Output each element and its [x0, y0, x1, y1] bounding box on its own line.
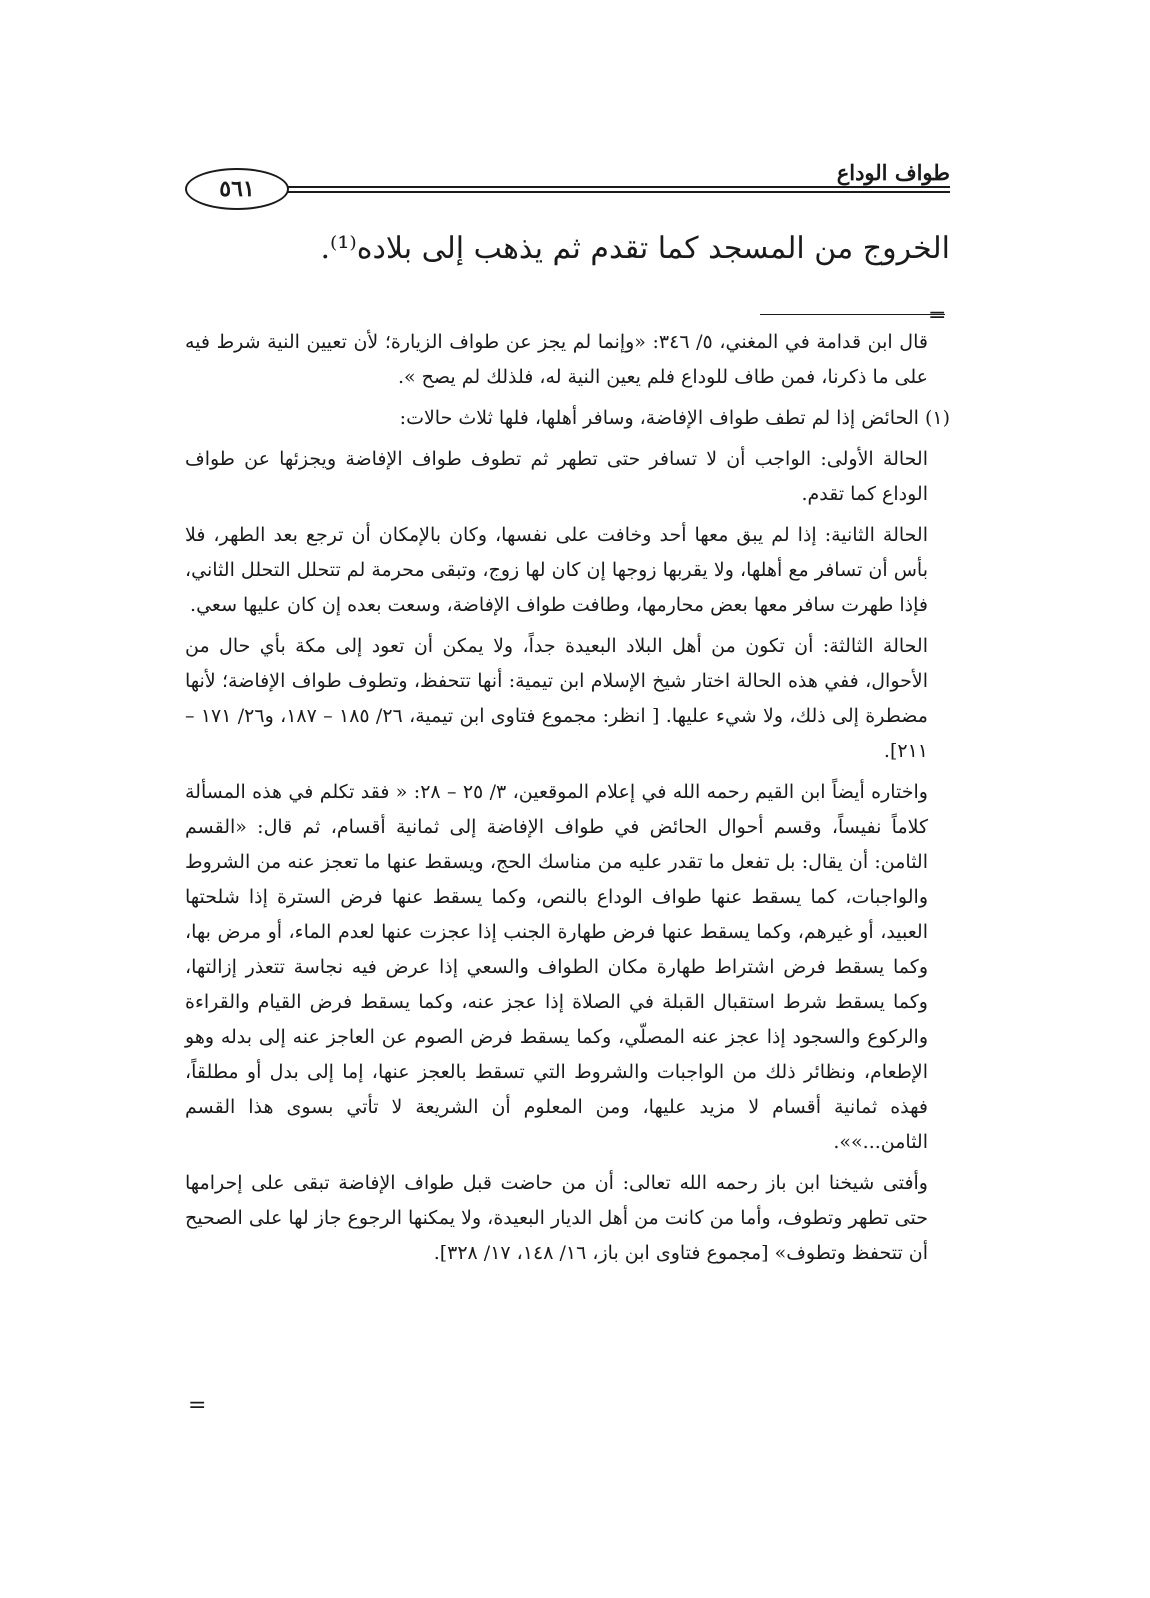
page-number: ٥٦١	[185, 168, 289, 210]
running-title: طواف الوداع	[827, 160, 950, 186]
footnote-case-3: الحالة الثالثة: أن تكون من أهل البلاد البعيدة جداً، ولا يمكن أن تعود إلى مكة بأي حال من الأحوال، ففي هذه الحالة اختار شيخ الإسلام ابن تيمية: أنها تتحفظ، وتطوف طواف الإفاضة؛ لأنها مضطرة إلى ذلك، ولا شيء عليها. [ انظر: مجموع فتاوى ابن تيمية، ٢٦/ ١٨٥ – ١٨٧، و٢٦/ ١٧١ – ٢١١].	[185, 635, 928, 762]
footnote-ibn-baz: وأفتى شيخنا ابن باز رحمه الله تعالى: أن من حاضت قبل طواف الإفاضة تبقى على إحرامها حتى تطهر وتطوف، وأما من كانت من أهل الديار البعيدة، ولا يمكنها الرجوع جاز لها على الصحيح أن تتحفظ وتطوف» [مجموع فتاوى ابن باز، ١٦/ ١٤٨، ١٧/ ٣٢٨].	[185, 1172, 928, 1264]
page-header	[180, 160, 950, 220]
footnote-separator	[760, 314, 945, 315]
footnote-case-1: الحالة الأولى: الواجب أن لا تسافر حتى تطهر ثم تطوف طواف الإفاضة ويجزئها عن طواف الوداع كما تقدم.	[185, 448, 928, 505]
header-rule-double	[280, 191, 950, 193]
header-rule	[280, 186, 950, 188]
continuation-end-mark: =	[188, 1393, 207, 1418]
footnote-continuation: قال ابن قدامة في المغني، ٥/ ٣٤٦: «وإنما لم يجز عن طواف الزيارة؛ لأن تعيين النية شرط فيه على ما ذكرنا، فمن طاف للوداع فلم يعين النية له، فلذلك لم يصح ».	[185, 331, 928, 388]
continuation-mark: =	[928, 303, 947, 328]
footnote-case-2: الحالة الثانية: إذا لم يبق معها أحد وخافت على نفسها، وكان بالإمكان أن ترجع بعد الطهر، فلا بأس أن تسافر مع أهلها، ولا يقربها زوجها إن كان لها زوج، وتبقى محرمة لم تتحلل التحلل الثاني، فإذا طهرت سافر معها بعض محارمها، وطافت طواف الإفاضة، وسعت بعده إن كان عليها سعي.	[185, 524, 928, 616]
footnote-ibn-qayyim: واختاره أيضاً ابن القيم رحمه الله في إعلام الموقعين، ٣/ ٢٥ – ٢٨: « فقد تكلم في هذه المسألة كلاماً نفيساً، وقسم أحوال الحائض في طواف الإفاضة إلى ثمانية أقسام، ثم قال: «القسم الثامن: أن يقال: بل تفعل ما تقدر عليه من مناسك الحج، ويسقط عنها ما تعجز عنه من الشروط والواجبات، كما يسقط عنها طواف الوداع بالنص، وكما يسقط عنها فرض السترة إذا شلحتها العبيد، أو غيرهم، وكما يسقط عنها فرض طهارة الجنب إذا عجزت عنها لعدم الماء، أو مرض بها، وكما يسقط فرض اشتراط طهارة مكان الطواف والسعي إذا عرض فيه نجاسة تتعذر إزالتها، وكما يسقط شرط استقبال القبلة في الصلاة إذا عجز عنه، وكما يسقط فرض القيام والقراءة والركوع والسجود إذا عجز عنه المصلّي، وكما يسقط فرض الصوم عن العاجز عنه إلى بدله وهو الإطعام، ونظائر ذلك من الواجبات والشروط التي تسقط بالعجز عنها، إما إلى بدل أو مطلقاً، فهذه ثمانية أقسام لا مزيد عليها، ومن المعلوم أن الشريعة لا تأتي بسوى هذا القسم الثامن...»».	[185, 781, 928, 1153]
footnotes	[185, 325, 950, 1277]
footnote-1-heading: (١) الحائض إذا لم تطف طواف الإفاضة، وسافر أهلها، فلها ثلاث حالات:	[399, 407, 950, 429]
main-text: الخروج من المسجد كما تقدم ثم يذهب إلى بلاده⁽¹⁾.	[320, 231, 950, 266]
